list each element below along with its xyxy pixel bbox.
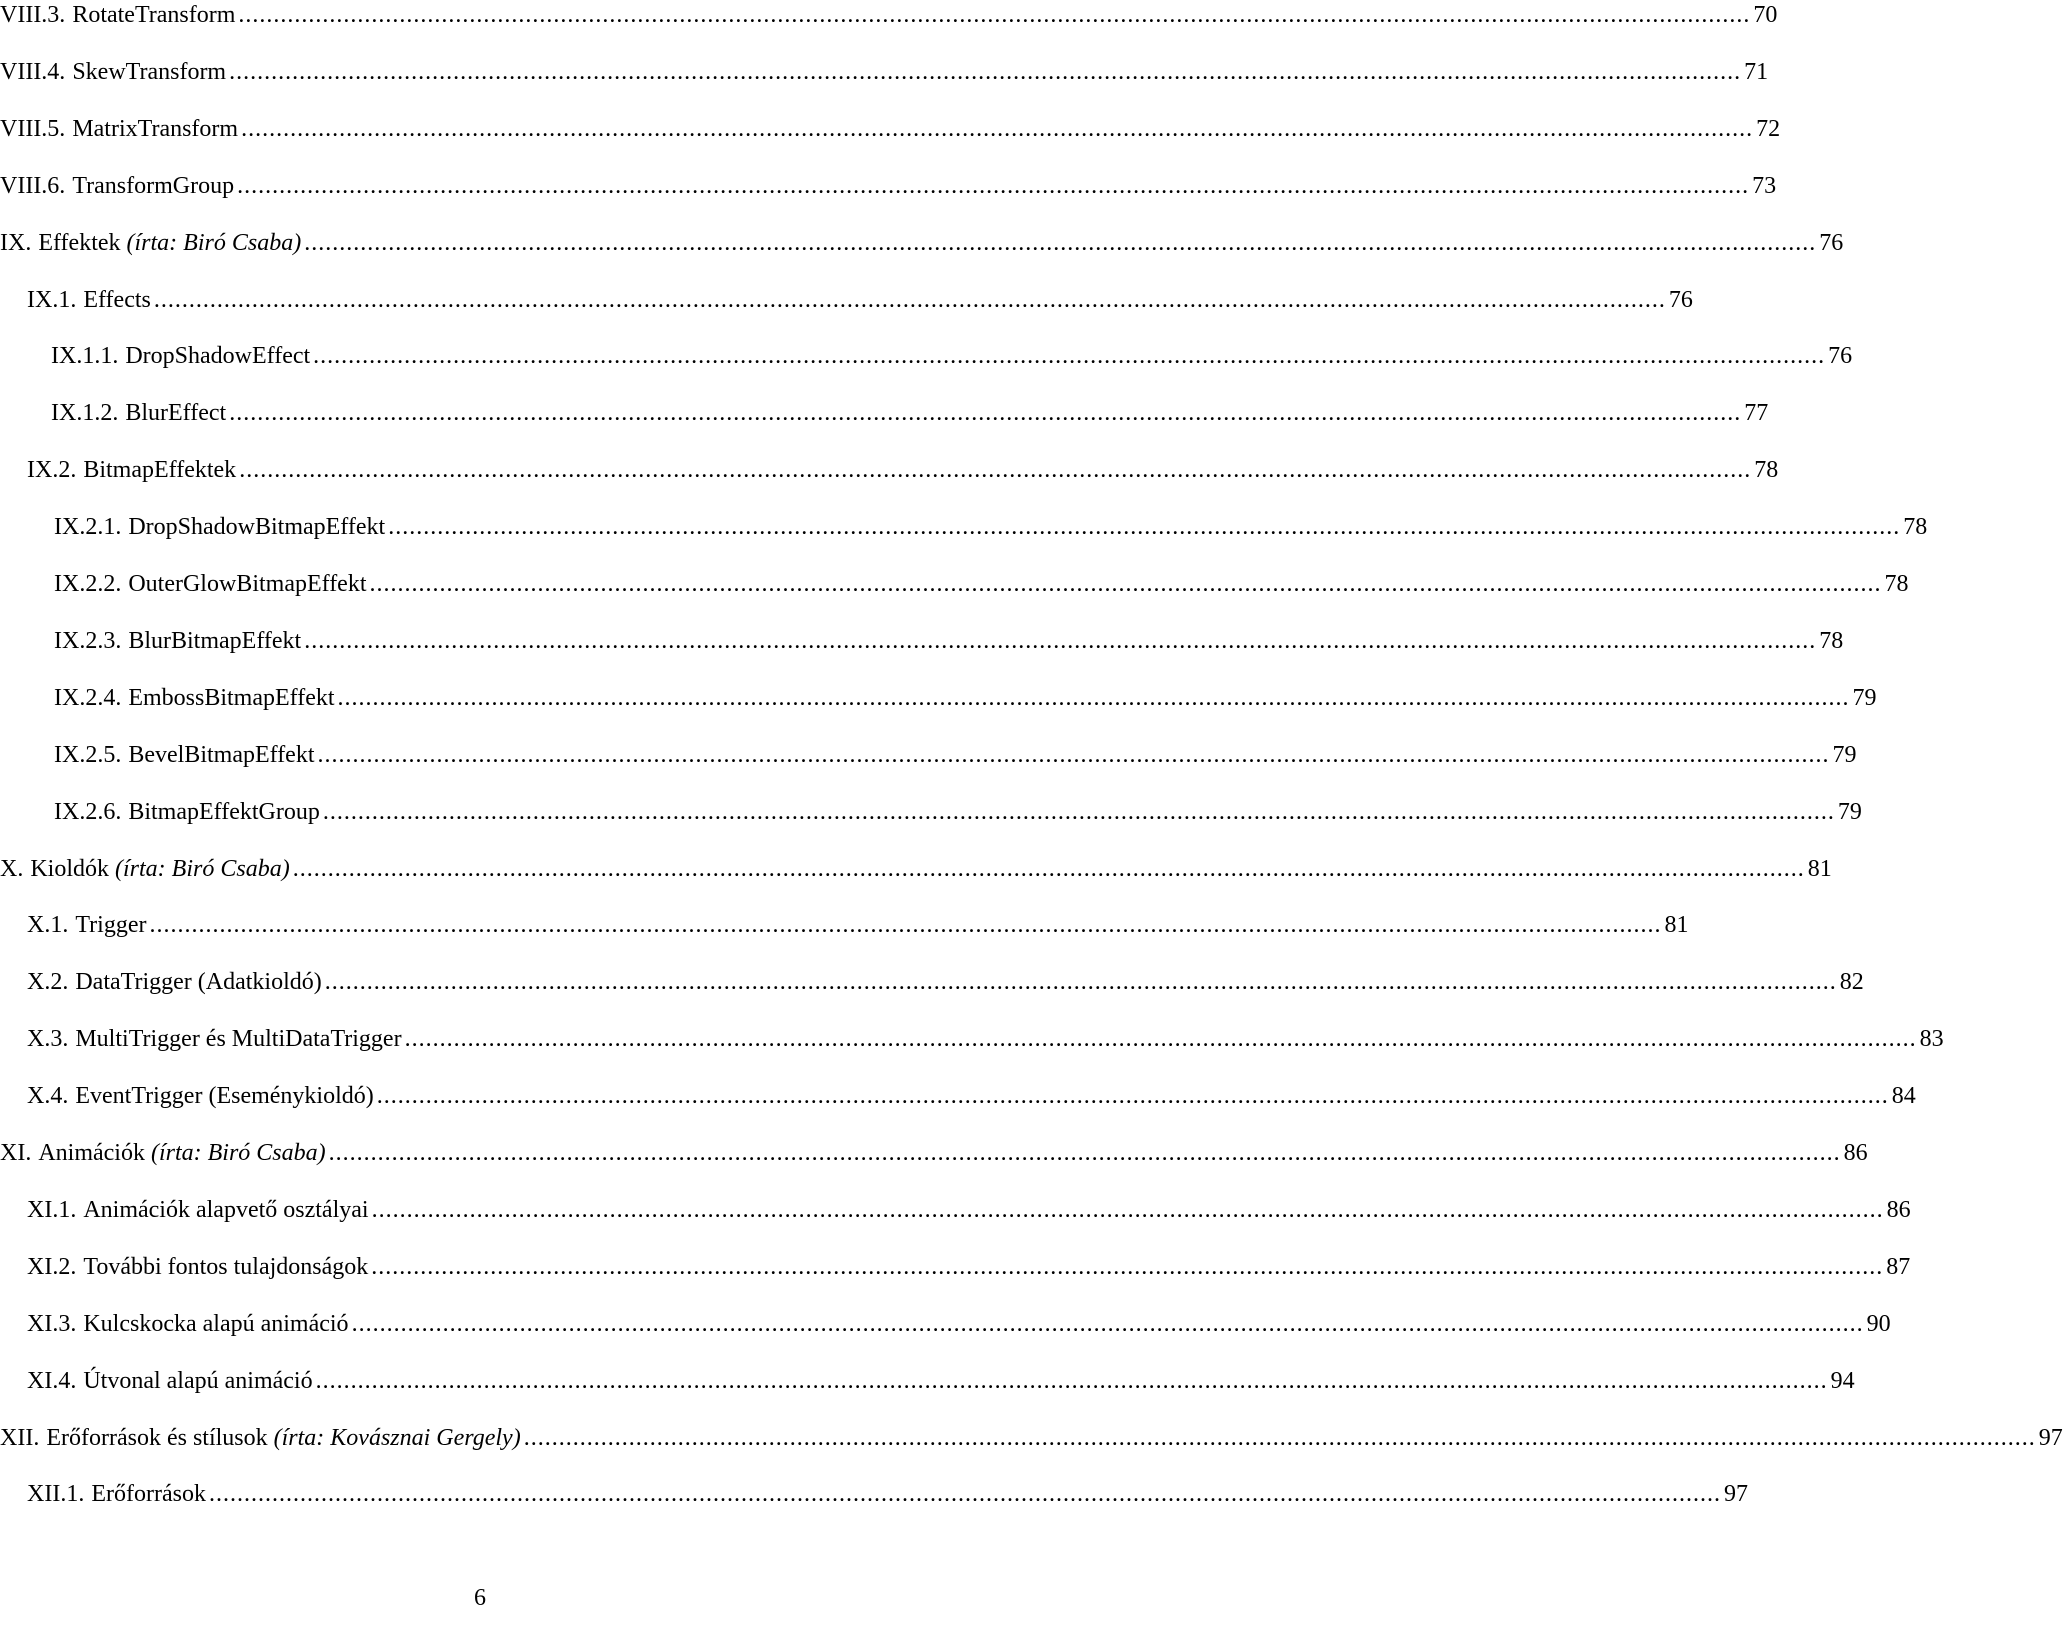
toc-entry-author: (írta: Biró Csaba) [115, 855, 290, 882]
toc-entry-number: IX.1. [27, 286, 77, 313]
toc-entry-page: 81 [1807, 855, 1832, 882]
toc-entry[interactable] [0, 569, 1909, 609]
toc-entry-author: (írta: Biró Csaba) [126, 229, 302, 256]
toc-entry[interactable] [0, 1423, 2063, 1463]
toc-entry[interactable] [0, 1195, 1911, 1235]
toc-entry-number: XI.3. [27, 1310, 77, 1337]
toc-entry-title: EmbossBitmapEffekt [128, 684, 335, 711]
toc-entry[interactable] [0, 626, 1844, 666]
toc-entry[interactable] [0, 854, 1832, 894]
toc-entry-title: RotateTransform [72, 2, 236, 28]
toc-entry[interactable] [0, 341, 1853, 381]
toc-entry[interactable] [0, 285, 1693, 325]
toc-entry-title: DataTrigger (Adatkioldó) [75, 969, 322, 996]
toc-entry-title: MatrixTransform [72, 115, 239, 142]
toc-entry-author: (írta: Kovásznai Gergely) [273, 1424, 521, 1451]
toc-entry-number: XI.1. [27, 1196, 77, 1223]
toc-entry-number: X. [0, 855, 24, 882]
toc-dot-leader [325, 967, 1837, 997]
toc-entry-page: 86 [1843, 1140, 1868, 1166]
toc-entry-title: BevelBitmapEffekt [128, 741, 315, 768]
toc-entry[interactable] [0, 1138, 1868, 1178]
toc-entry-number: IX.2.3. [54, 627, 122, 654]
toc-entry-title: Animációk [38, 1140, 145, 1166]
toc-entry-number: VIII.5. [0, 115, 66, 142]
toc-entry-title: Kulcskocka alapú animáció [83, 1310, 349, 1337]
toc-entry[interactable] [0, 740, 1857, 780]
toc-entry-page: 87 [1886, 1253, 1911, 1280]
toc-entry-author: (írta: Biró Csaba) [150, 1140, 326, 1166]
toc-entry-title: Effektek [38, 229, 121, 256]
toc-dot-leader [524, 1423, 2036, 1453]
toc-entry[interactable] [0, 171, 1777, 211]
toc-entry-page: 77 [1744, 400, 1769, 427]
toc-dot-leader [229, 57, 1741, 87]
toc-entry-title: BitmapEffektek [83, 457, 237, 484]
toc-entry[interactable] [0, 797, 1862, 837]
toc-entry-page: 83 [1919, 1026, 1944, 1053]
toc-entry[interactable] [0, 1252, 1911, 1292]
toc-dot-leader [352, 1309, 1864, 1339]
toc-entry[interactable] [0, 455, 1779, 495]
toc-dot-leader [241, 114, 1753, 144]
toc-dot-leader [313, 341, 1825, 371]
toc-entry-number: IX.2.2. [54, 571, 122, 597]
toc-entry[interactable] [0, 398, 1769, 438]
toc-dot-leader [377, 1081, 1889, 1111]
toc-entry-title: TransformGroup [72, 172, 235, 199]
toc-entry-number: VIII.3. [0, 2, 66, 28]
toc-entry-page: 97 [2038, 1424, 2063, 1451]
toc-entry-page: 76 [1668, 286, 1693, 313]
toc-dot-leader [304, 626, 1816, 656]
toc-entry[interactable] [0, 1081, 1916, 1121]
toc-entry-page: 79 [1837, 798, 1862, 825]
toc-entry-number: VIII.4. [0, 58, 66, 85]
toc-dot-leader [237, 171, 1749, 201]
toc-entry[interactable] [0, 57, 1769, 97]
toc-entry-title: Erőforrások [91, 1481, 206, 1508]
toc-entry-title: BlurBitmapEffekt [128, 627, 302, 654]
toc-dot-leader [370, 569, 1882, 599]
toc-entry-number: XII.1. [27, 1481, 85, 1508]
toc-entry-title: MultiTrigger és MultiDataTrigger [75, 1026, 402, 1053]
toc-entry-title: Animációk alapvető osztályai [83, 1196, 369, 1223]
toc-entry-title: Effects [83, 286, 151, 313]
toc-entry-title: DropShadowBitmapEffekt [128, 514, 386, 541]
toc-entry-page: 81 [1664, 912, 1689, 939]
toc-entry-number: IX.2.5. [54, 741, 122, 768]
toc-entry-number: X.3. [27, 1026, 69, 1053]
toc-dot-leader [149, 910, 1661, 940]
toc-entry-title: SkewTransform [72, 58, 227, 85]
toc-dot-leader [154, 285, 1666, 315]
toc-entry-page: 79 [1852, 684, 1877, 711]
toc-entry[interactable] [0, 683, 1877, 723]
toc-entry-page: 71 [1744, 58, 1769, 85]
toc-entry[interactable] [0, 0, 1778, 40]
toc-dot-leader [405, 1024, 1917, 1054]
toc-entry[interactable] [0, 1479, 1748, 1519]
toc-dot-leader [229, 398, 1741, 428]
toc-entry[interactable] [0, 967, 1864, 1007]
toc-entry-page: 72 [1756, 115, 1781, 142]
toc-entry-number: IX.2.4. [54, 684, 122, 711]
toc-dot-leader [293, 854, 1805, 884]
toc-entry-title: További fontos tulajdonságok [83, 1253, 369, 1280]
toc-entry-page: 70 [1753, 2, 1778, 28]
toc-entry-title: Kioldók [30, 855, 110, 882]
toc-entry-title: DropShadowEffect [125, 343, 311, 370]
toc-entry-number: IX.2.6. [54, 798, 122, 825]
toc-entry-page: 76 [1819, 229, 1844, 256]
toc-entry-title: Trigger [75, 912, 147, 939]
toc-entry-number: IX.1.1. [51, 343, 119, 370]
toc-entry[interactable] [0, 1024, 1944, 1064]
toc-entry-number: XI.4. [27, 1367, 77, 1394]
toc-dot-leader [338, 683, 1850, 713]
toc-entry[interactable] [0, 1309, 1891, 1349]
toc-entry-page: 82 [1839, 969, 1864, 996]
toc-entry-page: 78 [1903, 514, 1928, 541]
toc-entry-page: 78 [1884, 571, 1909, 597]
toc-dot-leader [316, 1366, 1828, 1396]
toc-entry-number: XI.2. [27, 1253, 77, 1280]
toc-entry-number: XI. [0, 1140, 32, 1166]
toc-entry-page: 86 [1886, 1196, 1911, 1223]
toc-entry[interactable] [0, 512, 1928, 552]
toc-entry-page: 76 [1828, 343, 1853, 370]
toc-entry-page: 78 [1819, 627, 1844, 654]
toc-entry-page: 97 [1723, 1481, 1748, 1508]
toc-entry-number: X.2. [27, 969, 69, 996]
toc-dot-leader [318, 740, 1830, 770]
toc-entry-title: BlurEffect [125, 400, 227, 427]
toc-dot-leader [209, 1479, 1721, 1509]
toc-dot-leader [304, 228, 1816, 258]
toc-entry-page: 73 [1752, 172, 1777, 199]
toc-entry-page: 90 [1866, 1310, 1891, 1337]
toc-entry-number: IX.2. [27, 457, 77, 484]
toc-dot-leader [238, 0, 1750, 30]
toc-dot-leader [372, 1195, 1884, 1225]
toc-entry-title: BitmapEffektGroup [128, 798, 320, 825]
toc-dot-leader [323, 797, 1835, 827]
toc-entry-number: IX. [0, 229, 32, 256]
toc-dot-leader [371, 1252, 1883, 1282]
toc-entry-number: X.1. [27, 912, 69, 939]
toc-entry-number: VIII.6. [0, 172, 66, 199]
toc-entry-number: IX.2.1. [54, 514, 122, 541]
toc-entry-page: 78 [1754, 457, 1779, 484]
toc-entry-number: IX.1.2. [51, 400, 119, 427]
toc-entry-page: 84 [1891, 1083, 1916, 1110]
toc-entry-page: 94 [1830, 1367, 1855, 1394]
toc-entry-page: 79 [1832, 741, 1857, 768]
toc-entry-title: Útvonal alapú animáció [83, 1367, 313, 1394]
toc-entry-title: Erőforrások és stílusok [46, 1424, 268, 1451]
toc-dot-leader [388, 512, 1900, 542]
toc-dot-leader [329, 1138, 1841, 1168]
toc-entry-number: X.4. [27, 1083, 69, 1110]
toc-entry[interactable] [0, 1366, 1855, 1406]
toc-entry-title: EventTrigger (Eseménykioldó) [75, 1083, 374, 1110]
toc-entry[interactable] [0, 114, 1781, 154]
toc-entry[interactable] [0, 910, 1689, 950]
page-number: 6 [474, 1585, 486, 1611]
toc-entry-title: OuterGlowBitmapEffekt [128, 571, 367, 597]
toc-entry[interactable] [0, 228, 1844, 268]
toc-dot-leader [239, 455, 1751, 485]
toc-entry-number: XII. [0, 1424, 40, 1451]
